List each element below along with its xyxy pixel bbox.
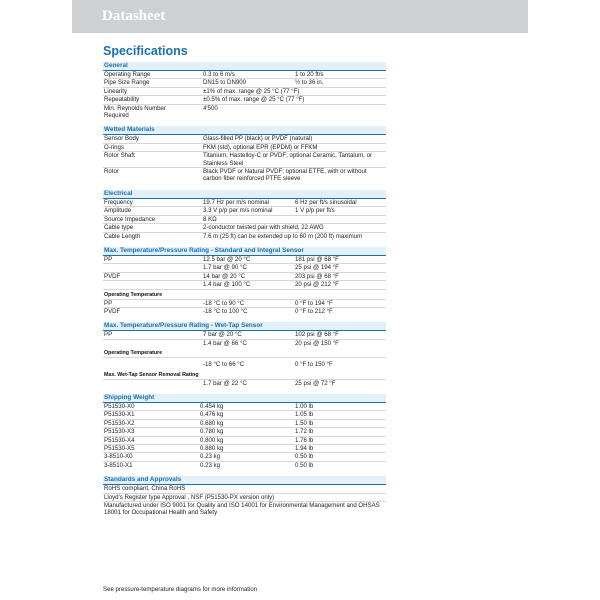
spec-value-alt: 1 V p/p per ft/s [295,207,335,215]
spec-label: Sensor Body [104,135,139,143]
spec-value: ±0.5% of max. range @ 25 °C (77 °F) [203,96,305,104]
table-row [103,331,386,339]
spec-value-alt: 0 °F to 212 °F [295,307,333,315]
section-header-electrical: Electrical [103,190,386,199]
spec-label [103,361,203,368]
section-header-temp-pressure-integral: Max. Temperature/Pressure Rating - Standard and Integral Sensor [103,247,386,256]
banner-title: Datasheet [102,8,166,24]
weight-lb: 1.00 lb [295,402,314,410]
part-number: 3-8510-X1 [104,461,133,469]
table-row [103,428,386,436]
table-row [103,445,386,453]
spec-label: Repeatability [104,96,140,104]
part-number: P51530-X3 [104,428,135,436]
spec-value: DN15 to DN900 [203,79,247,87]
spec-value: 12.5 bar @ 20 °C [203,255,251,263]
spec-value: 4'500 [203,104,218,112]
table-row [103,453,386,461]
spec-label: O-rings [104,143,124,151]
spec-value: FKM (std), optional EPR (EPDM) or FFKM [203,143,318,151]
spec-value: 19.7 Hz per m/s nominal [203,198,270,206]
page-title: Specifications [103,44,188,58]
part-number: P51530-X5 [104,445,135,452]
part-number: P51530-X2 [104,419,135,427]
spec-value: 7 bar @ 20 °C [203,331,242,339]
part-number: P51530-X0 [104,402,135,410]
weight-lb: 1.76 lb [295,436,314,444]
spec-value-alt: 20 psi @ 150 °F [295,339,339,347]
spec-value-alt: 102 psi @ 68 °F [295,331,339,339]
weight-lb: 1.50 lb [295,419,314,427]
table-row [103,340,386,347]
spec-label: Operating Range [104,71,151,78]
spec-label: Amplitude [104,207,132,215]
spec-value: 14 bar @ 20 °C [203,272,246,280]
footer-note: See pressure-temperature diagrams for more information [103,586,258,593]
spec-label: Min. Reynolds Number Required [104,104,166,120]
section-header-temp-pressure-wettap: Max. Temperature/Pressure Rating - Wet-Tap Sensor [103,322,386,331]
weight-kg: 0.780 kg [200,428,224,436]
table-row [103,216,386,224]
part-number: 3-8510-X0 [104,453,133,461]
spec-label: PP [104,299,113,307]
subheading-removal-rating: Max. Wet-Tap Sensor Removal Rating [103,372,386,380]
spec-label: Linearity [104,87,128,95]
section-header-standards-approvals: Standards and Approvals [103,476,386,485]
spec-value: -18 °C to 90 °C [203,299,245,307]
table-row [103,273,386,281]
table-row [103,135,386,143]
standard-line: Manufactured under ISO 9001 for Quality and ISO 14001 for Environmental Management and OHSAS 18001 for Occupational Health and Safety [104,502,380,517]
shipping-weight-section [103,394,386,469]
table-row [103,224,386,232]
spec-value: Black PVDF or Natural PVDF; optional ETFE, with or without carbon fiber reinforced PTFE sleeve [203,168,367,183]
spec-value: -18 °C to 66 °C [203,361,245,369]
weight-kg: 0.680 kg [200,419,224,427]
spec-value: 0.3 to 6 m/s [203,71,235,78]
table-row [103,71,386,79]
spec-label: PP [104,255,113,263]
spec-value: -18 °C to 100 °C [203,307,248,315]
header-banner [72,0,528,33]
table-row [103,105,386,120]
table-row [103,300,386,308]
spec-value: 7.6 m (25 ft) can be extended up to 60 m (200 ft) maximum [203,232,363,240]
spec-label [103,264,203,271]
spec-value: 8 KΩ [203,215,217,223]
table-row [103,256,386,264]
part-number: P51530-X1 [104,411,135,419]
weight-kg: 0.476 kg [200,411,224,419]
spec-label: Frequency [104,198,133,206]
section-header-wetted-materials: Wetted Materials [103,126,386,135]
spec-label: Source Impedance [104,215,156,223]
spec-value: 3.3 V p/p per m/s nominal [203,207,273,215]
table-row [103,199,386,207]
table-row [103,96,386,104]
spec-value-alt: ½ to 36 in. [295,79,324,87]
spec-value-alt: 6 Hz per ft/s sinusoidal [295,198,357,206]
weight-kg: 0.880 kg [200,445,224,452]
spec-label: PVDF [104,307,121,315]
table-row [103,168,386,183]
weight-kg: 0.23 kg [200,453,220,461]
spec-value-alt: 0 °F to 194 °F [295,299,333,307]
spec-label [103,281,203,288]
subheading-operating-temperature: Operating Temperature [103,292,386,300]
table-row [103,207,386,215]
table-row [103,88,386,96]
spec-label: Rotor [104,168,119,176]
spec-label [103,340,203,347]
spec-value: 1.7 bar @ 90 °C [203,264,247,272]
weight-lb: 1.94 lb [295,445,314,452]
weight-kg: 0.800 kg [200,436,224,444]
spec-label: PP [104,331,113,339]
table-row [103,411,386,419]
table-row [103,361,386,368]
table-row [103,403,386,411]
weight-kg: 0.23 kg [200,461,220,469]
spec-label: Cable type [104,224,134,232]
part-number: P51530-X4 [104,436,135,444]
spec-label: PVDF [104,272,121,280]
spec-value: 1.7 bar @ 22 °C [203,379,247,387]
table-row [103,308,386,315]
spec-value-alt: 181 psi @ 68 °F [295,255,339,263]
spec-value: Glass-filled PP (black) or PVDF (natural) [203,135,313,143]
table-row [103,437,386,445]
spec-value-alt: 25 psi @ 194 °F [295,264,339,272]
spec-value: Titanium, Hastelloy-C or PVDF; optional Ceramic, Tantalum, or Stainless Steel [203,152,372,167]
table-row [103,233,386,240]
spec-value-alt: 25 psi @ 72 °F [295,379,336,387]
table-row [103,152,386,168]
standard-line: Lloyd's Register type Approval , NSF (P51530-PX version only) [103,494,386,502]
table-row [103,462,386,469]
weight-lb: 0.50 lb [295,453,314,461]
spec-content [103,62,386,517]
weight-kg: 0.454 kg [200,402,224,410]
spec-value: 1.4 bar @ 66 °C [203,339,247,347]
section-header-shipping-weight: Shipping Weight [103,394,386,403]
table-row [103,264,386,272]
standard-line: RoHS compliant, China RoHS [103,485,386,493]
table-row [103,420,386,428]
spec-value: ±1% of max. range @ 25 °C (77 °F) [203,87,300,95]
weight-lb: 0.50 lb [295,461,314,469]
spec-label [103,380,203,387]
spec-value: 1.4 bar @ 100 °C [203,281,251,289]
spec-value-alt: 1 to 20 ft/s [295,71,324,78]
table-row [103,380,386,387]
spec-value-alt: 203 psi @ 68 °F [295,272,339,280]
spec-value: 2-conductor twisted pair with shield, 22 AWG [203,224,324,232]
section-header-general: General [103,62,386,71]
table-row [103,281,386,289]
table-row [103,144,386,152]
spec-label: Cable Length [104,232,141,240]
spec-value-alt: 0 °F to 150 °F [295,361,333,369]
subheading-operating-temperature: Operating Temperature [103,350,386,358]
spec-label: Pipe Size Range [104,79,150,87]
weight-lb: 1.05 lb [295,411,314,419]
spec-label: Rotor Shaft [104,152,135,160]
table-row [103,79,386,87]
weight-lb: 1.72 lb [295,428,314,436]
spec-value-alt: 20 psi @ 212 °F [295,281,339,289]
